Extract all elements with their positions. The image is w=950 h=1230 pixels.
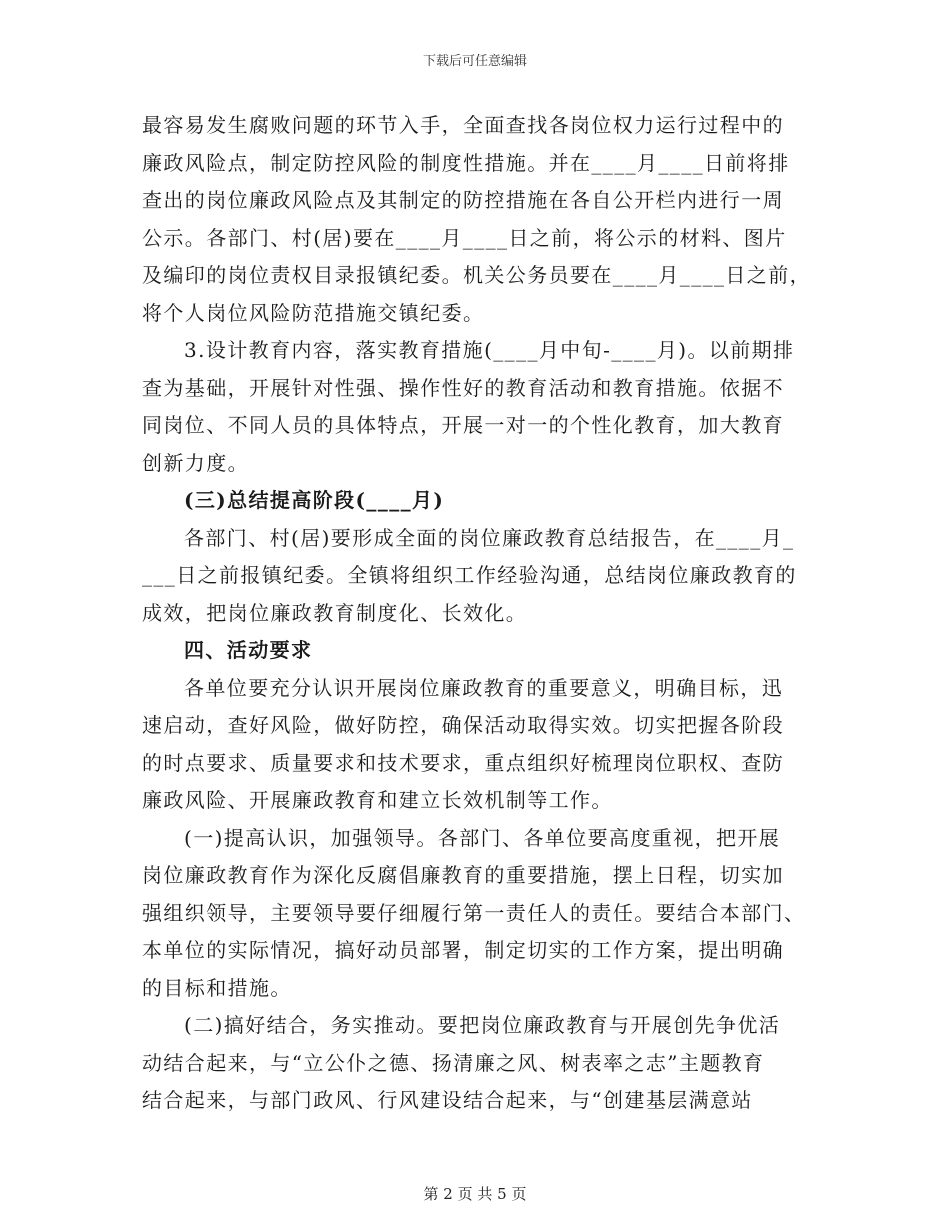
text-line: 将个人岗位风险防范措施交镇纪委。: [142, 300, 485, 325]
text-line: 创新力度。: [142, 450, 249, 475]
text-line: 成效，把岗位廉政教育制度化、长效化。: [142, 600, 528, 625]
document-body: [142, 107, 812, 1120]
text-line: 的目标和措施。: [142, 975, 292, 1000]
text-line: 结合起来，与部门政风、行风建设结合起来，与“创建基层满意站: [142, 1088, 753, 1112]
text-line: 廉政风险、开展廉政教育和建立长效机制等工作。: [142, 788, 613, 812]
text-line: 及编印的岗位责权目录报镇纪委。机关公务员要在____月____日之前，: [142, 263, 811, 287]
section-heading: 四、活动要求: [184, 638, 313, 662]
page-footer: 第 2 页 共 5 页: [423, 1185, 527, 1203]
text-line: 最容易发生腐败问题的环节入手，全面查找各岗位权力运行过程中的: [142, 113, 784, 137]
text-line: 公示。各部门、村(居)要在____月____日之前，将公示的材料、图片: [142, 225, 787, 250]
section-heading: (三)总结提高阶段(____月): [184, 488, 445, 512]
text-line: 速启动，查好风险，做好防控，确保活动取得实效。切实把握各阶段: [142, 713, 784, 737]
text-line: 本单位的实际情况，搞好动员部署，制定切实的工作方案，提出明确: [142, 938, 784, 962]
text-line: 查出的岗位廉政风险点及其制定的防控措施在各自公开栏内进行一周: [142, 188, 784, 212]
text-line: ___日之前报镇纪委。全镇将组织工作经验沟通，总结岗位廉政教育的: [142, 563, 797, 587]
text-line: 各单位要充分认识开展岗位廉政教育的重要意义，明确目标，迅: [184, 675, 784, 700]
text-line: 动结合起来，与“立公仆之德、扬清廉之风、树表率之志”主题教育: [142, 1050, 765, 1075]
text-line: 同岗位、不同人员的具体特点，开展一对一的个性化教育，加大教育: [142, 413, 784, 437]
text-line: 岗位廉政教育作为深化反腐倡廉教育的重要措施，摆上日程，切实加: [142, 863, 784, 887]
text-line: 廉政风险点，制定防控风险的制度性措施。并在____月____日前将排: [142, 150, 790, 175]
text-line: 强组织领导，主要领导要仔细履行第一责任人的责任。要结合本部门、: [142, 900, 806, 925]
text-line: 的时点要求、质量要求和技术要求，重点组织好梳理岗位职权、查防: [142, 750, 784, 775]
page-header: 下载后可任意编辑: [422, 54, 527, 69]
text-line: (一)提高认识，加强领导。各部门、各单位要高度重视，把开展: [184, 825, 781, 850]
text-line: 3.设计教育内容，落实教育措施(____月中旬-____月)。以前期排: [184, 338, 795, 362]
text-line: 查为基础，开展针对性强、操作性好的教育活动和教育措施。依据不: [142, 375, 784, 400]
text-line: (二)搞好结合，务实推动。要把岗位廉政教育与开展创先争优活: [184, 1013, 781, 1037]
text-line: 各部门、村(居)要形成全面的岗位廉政教育总结报告，在____月_: [184, 525, 795, 550]
